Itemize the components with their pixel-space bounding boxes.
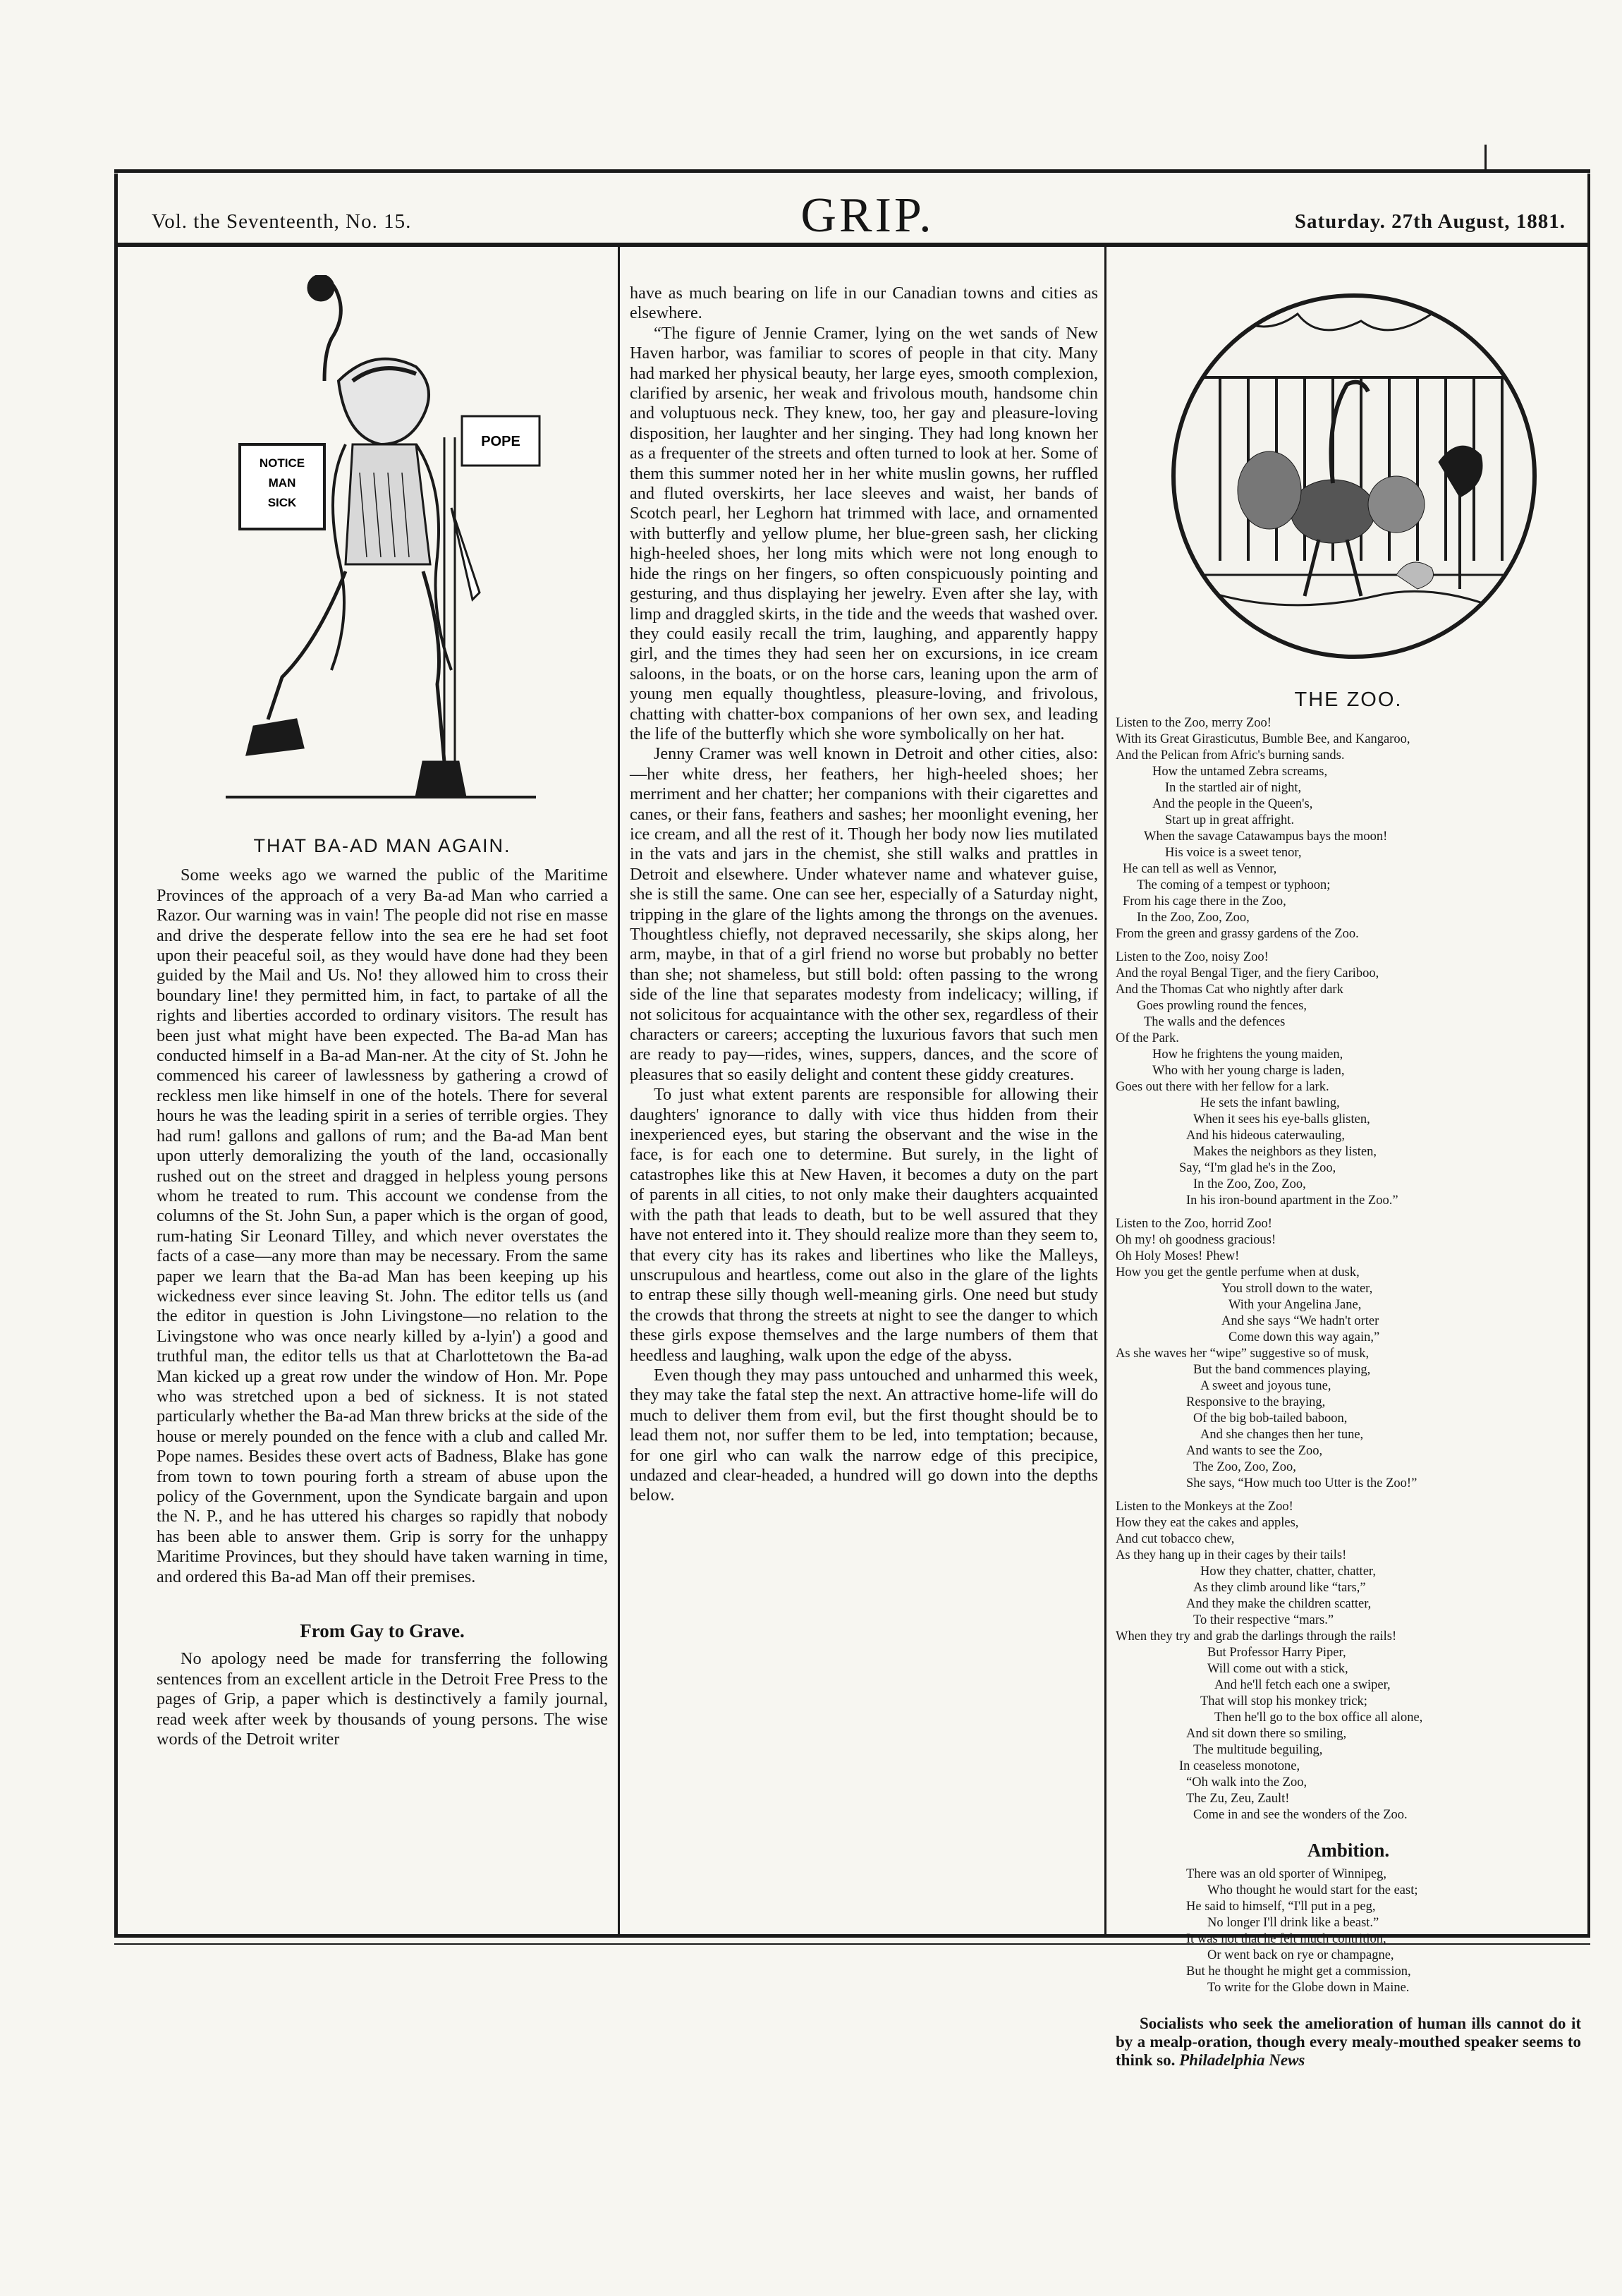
poem-line: And the royal Bengal Tiger, and the fiery Cariboo, — [1116, 966, 1379, 981]
poem-line: How the untamed Zebra screams, — [1152, 765, 1328, 779]
poem-line: Who with her young charge is laden, — [1152, 1064, 1345, 1079]
poem-line: She says, “How much too Utter is the Zoo!” — [1186, 1476, 1417, 1491]
column-rule-2 — [1104, 247, 1106, 1934]
poem-line: Listen to the Monkeys at the Zoo! — [1116, 1500, 1293, 1514]
poem-line: And cut tobacco chew, — [1116, 1532, 1235, 1547]
poem-line: There was an old sporter of Winnipeg, — [1186, 1866, 1387, 1881]
poem-line: Of the big bob-tailed baboon, — [1193, 1411, 1348, 1426]
zoo-stanza-2 — [1116, 949, 1581, 1209]
zoo-illustration — [1157, 279, 1551, 674]
socialists-text: Socialists who seek the amelioration of human ills cannot do it by a mealp-oration, though every mealy-mouthed speaker seems to think so. — [1116, 2014, 1581, 2069]
gay-to-grave-paragraph-1: “The figure of Jennie Cramer, lying on the wet sands of New Haven harbor, was familiar to scores of people in that city. Many had marked her physical beauty, her large eyes, smooth complexion, clarified by arsenic, her weak and frivolous mouth, handsome chin and voluptuous neck. They knew, too, her gay and pleasure-loving disposition, her laughter and her singing. They had long known her as a frequenter of the streets and often turned to look at her. Some of them this summer noted her in her white muslin gowns, her ruffled and fluted overskirts, her lace sleeves and waist, her bands of Scotch pearl, her Leghorn hat trimmed with lace, and ornamented with butterfly and yellow plume, her blue-green sash, her clicking high-heeled shoes, her long mits which were not long enough to hide the rings on her fingers, so often conspicuously pointing and gesturing, and thus displaying her jewelry. Even after she lay, with limp and draggled skirts, in the tide and the weeds that washed over. they could easily recall the trim, laughing, and apparently happy girl, and the times they had seen her on excursions, in ice cream saloons, in the boats, or on the horse cars, leaning upon the arm of young men equally thoughtless, pleasure-loving, and frivolous, chatting with chatter-box companions of her own sex, and leading the life of the butterfly which she wore symbolically on her hat. — [630, 323, 1098, 743]
poem-line: Of the Park. — [1116, 1031, 1179, 1046]
notice-sign-line-1: NOTICE — [259, 456, 305, 470]
poem-line: Start up in great affright. — [1165, 813, 1295, 828]
poem-line: Then he'll go to the box office all alone, — [1214, 1711, 1423, 1725]
zoo-stanza-4 — [1116, 1499, 1581, 1823]
poem-line: As they hang up in their cages by their tails! — [1116, 1548, 1347, 1563]
poem-line: How they eat the cakes and apples, — [1116, 1516, 1299, 1531]
poem-line: And wants to see the Zoo, — [1186, 1444, 1323, 1459]
poem-line: In his iron-bound apartment in the Zoo.” — [1186, 1193, 1398, 1208]
poem-line: When it sees his eye-balls glisten, — [1193, 1112, 1370, 1127]
zoo-caption: THE ZOO. — [1294, 688, 1403, 711]
poem-line: As they climb around like “tars,” — [1193, 1581, 1366, 1596]
masthead-title: GRIP. — [800, 188, 934, 243]
zoo-stanza-1 — [1116, 715, 1581, 942]
date-line: Saturday. 27th August, 1881. — [1294, 210, 1566, 233]
poem-line: And they make the children scatter, — [1186, 1597, 1372, 1612]
gay-to-grave-continued: have as much bearing on life in our Canadian towns and cities as elsewhere. — [630, 284, 1098, 323]
gay-to-grave-paragraph-4: Even though they may pass untouched and unharmed this week, they may take the fatal step the next. An attractive home-life will do much to deliver them from evil, but the first thought should be to lead them not, nor suffer them to be led, into temptation; because, for one girl who can walk the narrow edge of this precipice, undazed and clear-headed, a hundred will go down into the depths below. — [630, 1365, 1098, 1505]
poem-line: But Professor Harry Piper, — [1207, 1646, 1346, 1660]
gay-to-grave-intro: No apology need be made for transferring the following sentences from an excellent article in the Detroit Free Press to the pages of Grip, a paper which is destinctively a family journal, read week after week by thousands of young persons. The wise words of the Detroit writer — [157, 1649, 608, 1749]
masthead-rule — [114, 243, 1590, 247]
poem-line: Listen to the Zoo, noisy Zoo! — [1116, 950, 1269, 965]
poem-line: Listen to the Zoo, merry Zoo! — [1116, 716, 1272, 731]
poem-line: And the people in the Queen's, — [1152, 797, 1313, 812]
poem-line: In the startled air of night, — [1165, 781, 1302, 796]
gay-to-grave-heading: From Gay to Grave. — [300, 1620, 465, 1642]
poem-line: The walls and the defences — [1144, 1015, 1286, 1030]
gay-to-grave-paragraph-2: Jenny Cramer was well known in Detroit and other cities, also:—her white dress, her feathers, her high-heeled shoes; her merriment and her chatter; her companions with their cigarettes and canes, or their fans, feathers and sashes; her moonlight evening, her ice cream, and all the rest of it. Though her body now lies mutilated in the vats and jars in the chemist, she still walks and prattles in Detroit and elsewhere. Under whatever name and whatever guise, she is still the same. One can see her, especially of a Saturday night, tripping in the glare of the lights among the throngs on the avenues. Thoughtless chiefly, not depraved necessarily, she skips along, her arm, maybe, in that of a girl friend no worse but probably no better than she; not shameless, but still bold: often passing to the wrong side of the line that separates modesty from indelicacy; willing, if not solicitous for acquaintance with the other sex, regardless of their characters or careers; accepting the luxurious favors that such men are ready to pay—rides, wines, suppers, dances, and the score of pleasures that so easily delight and content these giddy creatures. — [630, 744, 1098, 1084]
poem-line: Goes prowling round the fences, — [1137, 999, 1307, 1014]
poem-line: Listen to the Zoo, horrid Zoo! — [1116, 1217, 1272, 1232]
poem-line: Makes the neighbors as they listen, — [1193, 1145, 1377, 1160]
poem-line: His voice is a sweet tenor, — [1165, 846, 1302, 861]
top-border-rule — [114, 169, 1590, 173]
poem-line: And he'll fetch each one a swiper, — [1214, 1678, 1391, 1693]
bad-man-article: Some weeks ago we warned the public of the Maritime Provinces of the approach of a very Ba-ad Man who carried a Razor. Our warning was in vain! The people did not rise en masse and drive the desperate fellow into the sea ere he had set foot upon their peaceful soil, as they would have done had they been guided by the Mail and Us. No! they allowed him to cross their boundary line! they permitted him, in fact, to partake of all the rights and liberties accorded to ordinary visitors. The result has been just what might have been expected. The Ba-ad Man has conducted himself in a Ba-ad Man-ner. At the city of St. John he commenced his career of lawlessness by gathering a crowd of reckless men like himself in one of the hotels. There for several hours he was the leading spirit in a series of terrible orgies. They had rum! gallons and gallons of rum; and the Ba-ad Man bent upon utterly demoralizing the youth of the land, occasionally rushed out on the street and dragged in helpless young persons whom he treated to rum. This account we condense from the columns of the St. John Sun, a paper which is the organ of good, rum-hating Sir Leonard Tilley, and which never overstates the facts of a case—any more than may be necessary. From the same paper we learn that the Ba-ad Man has been keeping up his wickedness ever since leaving St. John. The editor tells us (and the editor in question is John Livingstone—no relation to the Livingstone who was once nearly killed by a-lyin') a good and truthful man, the editor tells us that at Charlottetown the Ba-ad Man kicked up a great row under the window of Hon. Mr. Pope who was stretched upon a bed of sickness. It is not stated particularly whether the Ba-ad Man threw bricks at the side of the house or merely pounded on the fence with a club and called Mr. Pope names. Besides these overt acts of Badness, Blake has gone from town to town pouring forth a stream of abuse upon the policy of the Government, upon the Syndicate bargain and upon the N. P., and he has uttered his charges so rapidly that nobody has been able to answer them. Grip is sorry for the unhappy Maritime Provinces, but they should have taken warning in time, and ordered this Ba-ad Man off their premises. — [157, 865, 608, 1586]
zoo-stanza-3 — [1116, 1216, 1581, 1492]
poem-line: With its Great Girasticutus, Bumble Bee, and Kangaroo, — [1116, 732, 1410, 747]
column-2 — [630, 284, 1098, 1506]
poem-line: Will come out with a stick, — [1207, 1662, 1348, 1677]
left-illustration-caption: THAT BA-AD MAN AGAIN. — [253, 835, 511, 856]
poem-line: And his hideous caterwauling, — [1186, 1129, 1346, 1143]
poem-line: Who thought he would start for the east; — [1207, 1883, 1418, 1897]
poem-line: And sit down there so smiling, — [1186, 1727, 1347, 1742]
poem-line: Or went back on rye or champagne, — [1207, 1948, 1394, 1962]
notice-sign-line-3: SICK — [267, 496, 297, 509]
poem-line: In the Zoo, Zoo, Zoo, — [1137, 911, 1250, 925]
poem-line: How you get the gentle perfume when at dusk, — [1116, 1265, 1360, 1280]
poem-line: “Oh walk into the Zoo, — [1186, 1775, 1307, 1790]
poem-line: The multitude beguiling, — [1193, 1743, 1323, 1758]
poem-line: The Zu, Zeu, Zault! — [1186, 1792, 1290, 1806]
poem-line: But he thought he might get a commission, — [1186, 1964, 1411, 1979]
poem-line: In ceaseless monotone, — [1179, 1759, 1300, 1774]
poem-line: In the Zoo, Zoo, Zoo, — [1193, 1177, 1306, 1192]
poem-line: And she changes then her tune, — [1200, 1428, 1364, 1442]
poem-line: From his cage there in the Zoo, — [1123, 894, 1286, 909]
ambition-poem — [1116, 1866, 1581, 1996]
poem-line: As she waves her “wipe” suggestive so of musk, — [1116, 1347, 1370, 1361]
volume-line: Vol. the Seventeenth, No. 15. — [152, 210, 412, 233]
poem-line: You stroll down to the water, — [1221, 1282, 1373, 1296]
poem-line: He said to himself, “I'll put in a peg, — [1186, 1899, 1376, 1914]
corner-tick-mark — [1484, 145, 1487, 173]
poem-line: He sets the infant bawling, — [1200, 1096, 1340, 1111]
pope-sign: POPE — [481, 434, 520, 449]
poem-line: He can tell as well as Vennor, — [1123, 862, 1277, 877]
poem-line: When they try and grab the darlings through the rails! — [1116, 1629, 1397, 1644]
poem-line: And the Pelican from Afric's burning sands. — [1116, 748, 1345, 763]
gay-to-grave-paragraph-3: To just what extent parents are responsible for allowing their daughters' ignorance to dally with vice thus hidden from their inexperienced eyes, but staring the observant and the wise in the face, is for each one to determine. But surely, in the light of catastrophes like this at New Haven, it becomes a duty on the part of parents in all cities, to not only make their daughters acquainted with the path that leads to death, but to be well assured that they have not entered into it. They should realize more than they seem to, that every city has its rakes and libertines who like the Malleys, unscrupulous and heartless, come out also in the glare of the lights to entrap these silly though well-meaning girls. One need but study the crowds that throng the streets at night to see the danger to which these girls expose themselves and the large numbers of them that heedless and laughing, walk upon the edge of the abyss. — [630, 1085, 1098, 1365]
poem-line: And she says “We hadn't orter — [1221, 1314, 1379, 1329]
ambition-heading: Ambition. — [1307, 1840, 1390, 1861]
bad-man-illustration — [212, 275, 550, 818]
poem-line: When the savage Catawampus bays the moon! — [1144, 830, 1388, 844]
poem-line: It was not that he felt much contrition, — [1186, 1931, 1386, 1946]
column-rule-1 — [618, 247, 620, 1934]
poem-line: A sweet and joyous tune, — [1200, 1379, 1331, 1394]
poem-line: From the green and grassy gardens of the Zoo. — [1116, 927, 1359, 942]
poem-line: Oh Holy Moses! Phew! — [1116, 1249, 1240, 1264]
poem-line: To write for the Globe down in Maine. — [1207, 1980, 1410, 1995]
column-1 — [157, 836, 608, 1749]
socialists-paragraph — [1116, 2015, 1581, 2070]
poem-line: To their respective “mars.” — [1193, 1613, 1334, 1628]
poem-line: And the Thomas Cat who nightly after dark — [1116, 983, 1343, 997]
poem-line: How they chatter, chatter, chatter, — [1200, 1565, 1376, 1579]
poem-line: Come in and see the wonders of the Zoo. — [1193, 1808, 1408, 1823]
poem-line: No longer I'll drink like a beast.” — [1207, 1915, 1379, 1930]
notice-sign-line-2: MAN — [268, 476, 296, 490]
poem-line: How he frightens the young maiden, — [1152, 1047, 1343, 1062]
poem-line: Responsive to the braying, — [1186, 1395, 1326, 1410]
poem-line: The Zoo, Zoo, Zoo, — [1193, 1460, 1296, 1475]
socialists-source: Philadelphia News — [1179, 2051, 1305, 2069]
poem-line: Goes out there with her fellow for a lark. — [1116, 1080, 1329, 1095]
poem-line: Oh my! oh goodness gracious! — [1116, 1233, 1276, 1248]
poem-line: With your Angelina Jane, — [1228, 1298, 1362, 1313]
poem-line: That will stop his monkey trick; — [1200, 1694, 1367, 1709]
poem-line: Say, “I'm glad he's in the Zoo, — [1179, 1161, 1336, 1176]
poem-line: The coming of a tempest or typhoon; — [1137, 878, 1331, 893]
poem-line: Come down this way again,” — [1228, 1330, 1380, 1345]
poem-line: But the band commences playing, — [1193, 1363, 1371, 1378]
column-3 — [1116, 690, 1581, 2070]
